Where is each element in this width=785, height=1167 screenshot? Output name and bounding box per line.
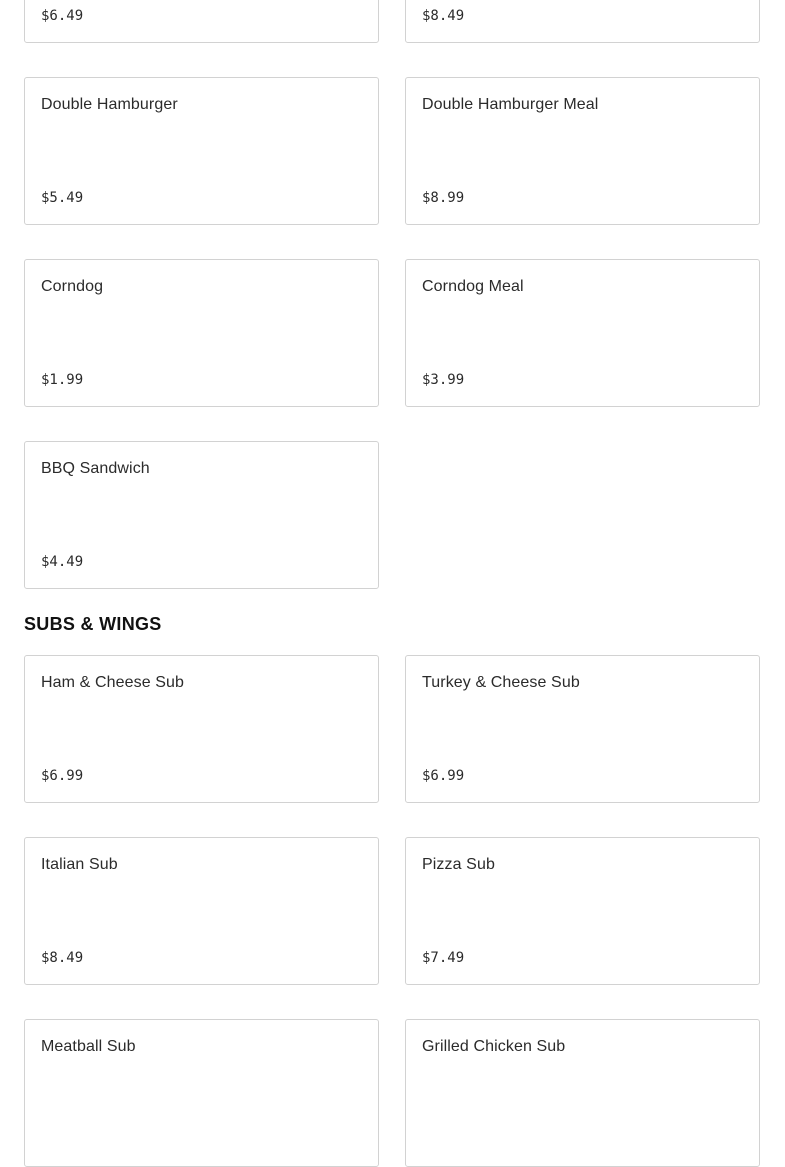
menu-item-card[interactable]: [24, 0, 379, 43]
item-name: Meatball Sub: [41, 1038, 136, 1055]
item-price: $1.99: [41, 372, 84, 388]
menu-item-card[interactable]: [405, 77, 760, 225]
item-name: Corndog Meal: [422, 278, 524, 295]
menu-item-card[interactable]: [405, 837, 760, 985]
item-price: $6.49: [41, 8, 84, 24]
item-name: Grilled Chicken Sub: [422, 1038, 566, 1055]
item-price: $6.99: [41, 768, 84, 784]
menu-item-card[interactable]: [405, 1019, 760, 1167]
item-price: $4.49: [41, 554, 84, 570]
item-name: Ham & Cheese Sub: [41, 674, 185, 691]
item-name: Double Hamburger: [41, 96, 178, 113]
item-price: $3.99: [422, 372, 465, 388]
menu-item-card[interactable]: [24, 837, 379, 985]
item-name: Italian Sub: [41, 856, 118, 873]
menu-item-card[interactable]: [405, 0, 760, 43]
menu-item-card[interactable]: [24, 259, 379, 407]
menu-item-card[interactable]: [24, 655, 379, 803]
item-name: Pizza Sub: [422, 856, 495, 873]
menu-item-card[interactable]: [24, 77, 379, 225]
menu-item-card[interactable]: [24, 1019, 379, 1167]
item-price: $8.49: [422, 8, 465, 24]
item-price: $7.49: [422, 950, 465, 966]
item-name: Turkey & Cheese Sub: [422, 674, 580, 691]
item-price: $6.99: [422, 768, 465, 784]
item-price: $8.99: [422, 190, 465, 206]
item-price: $5.49: [41, 190, 84, 206]
menu-item-card[interactable]: [24, 441, 379, 589]
section-title-subs-wings: SUBS & WINGS: [24, 614, 162, 634]
menu-item-card[interactable]: [405, 259, 760, 407]
item-name: Double Hamburger Meal: [422, 96, 599, 113]
item-name: Corndog: [41, 278, 104, 295]
menu-item-card[interactable]: [405, 655, 760, 803]
item-price: $8.49: [41, 950, 84, 966]
item-name: BBQ Sandwich: [41, 460, 150, 477]
